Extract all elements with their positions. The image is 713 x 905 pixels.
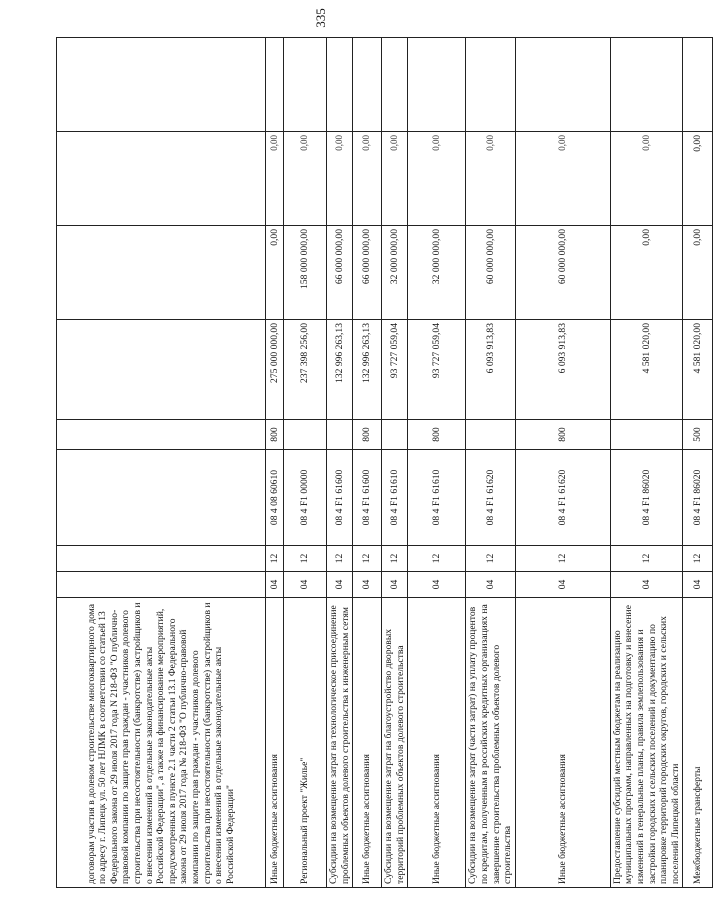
row-description: Межбюджетные трансферты [683,598,713,888]
row-subsection-code: 12 [683,546,713,572]
row-amount-1: 237 398 256,00 [284,320,327,420]
row-amount-1: 6 093 913,83 [515,320,610,420]
table-row [515,38,610,888]
row-description: Предоставление субсидий местным бюджетам на реализацию муниципальных программ, направленных на подготовку и внесение изменений в генеральные планы, правила землепользования и застройки городских и сельских поселений и документацию по планировке территорий городских округов, городских и сельских поселений Липецкой области [610,598,683,888]
table-row [466,38,515,888]
row-amount-1 [57,320,266,420]
row-target-code: 08 4 F1 61620 [466,450,515,546]
budget-table [56,37,713,888]
row-expense-type: 800 [408,420,466,450]
row-section-code: 04 [327,572,353,598]
row-target-code: 08 4 08 60610 [266,450,284,546]
row-amount-2: 60 000 000,00 [466,226,515,320]
row-description: Иные бюджетные ассигнования [266,598,284,888]
empty-cell [408,38,466,132]
table-row [610,38,683,888]
table-row [57,38,266,888]
empty-cell [266,38,284,132]
row-target-code: 08 4 F1 61610 [408,450,466,546]
row-subsection-code: 12 [266,546,284,572]
row-description: Иные бюджетные ассигнования [353,598,382,888]
row-amount-3 [57,132,266,226]
row-subsection-code: 12 [382,546,408,572]
row-section-code: 04 [515,572,610,598]
row-description: Субсидии на возмещение затрат на благоустройство дворовых территорий проблемных объектов долевого строительства [382,598,408,888]
row-amount-2: 32 000 000,00 [382,226,408,320]
row-section-code: 04 [353,572,382,598]
row-section-code: 04 [610,572,683,598]
row-amount-3: 0,00 [266,132,284,226]
table-row [408,38,466,888]
row-amount-3: 0,00 [327,132,353,226]
row-subsection-code [57,546,266,572]
empty-cell [610,38,683,132]
row-expense-type [284,420,327,450]
row-expense-type [382,420,408,450]
row-expense-type [610,420,683,450]
row-expense-type [57,420,266,450]
row-amount-3: 0,00 [683,132,713,226]
row-description: Иные бюджетные ассигнования [515,598,610,888]
empty-cell [515,38,610,132]
row-amount-2: 32 000 000,00 [408,226,466,320]
page-number: 335 [313,8,328,28]
row-amount-2: 66 000 000,00 [327,226,353,320]
empty-cell [327,38,353,132]
table-row [683,38,713,888]
row-description: Региональный проект "Жилье" [284,598,327,888]
row-amount-1: 132 996 263,13 [353,320,382,420]
table-row [353,38,382,888]
row-amount-3: 0,00 [466,132,515,226]
row-amount-3: 0,00 [382,132,408,226]
row-amount-3: 0,00 [284,132,327,226]
row-amount-2: 0,00 [266,226,284,320]
row-amount-1: 93 727 059,04 [382,320,408,420]
row-description: Субсидии на возмещение затрат на технологическое присоединение проблемных объектов долевого строительства к инженерным сетям [327,598,353,888]
row-amount-2: 66 000 000,00 [353,226,382,320]
row-expense-type [466,420,515,450]
empty-cell [57,38,266,132]
empty-cell [284,38,327,132]
row-section-code: 04 [382,572,408,598]
budget-table-page [56,38,704,888]
row-amount-2: 158 000 000,00 [284,226,327,320]
empty-cell [382,38,408,132]
row-description: Иные бюджетные ассигнования [408,598,466,888]
row-target-code: 08 4 F1 86020 [610,450,683,546]
row-expense-type: 800 [353,420,382,450]
row-amount-1: 4 581 020,00 [683,320,713,420]
row-section-code [57,572,266,598]
row-expense-type: 500 [683,420,713,450]
table-row [284,38,327,888]
row-amount-1: 132 996 263,13 [327,320,353,420]
row-subsection-code: 12 [408,546,466,572]
row-description: договорам участия в долевом строительстве многоквартирного дома по адресу г. Липецк ул. 50 лет НЛМК в соответствии со статьей 13 Федерального закона от 29 июля 2017 года N 218-ФЗ "О публично-правовой компании по защите прав граждан - участников долевого строительства при несостоятельности (банкротстве) застройщиков и о внесении изменений в отдельные законодательные акты Российской Федерации", а также на финансирование мероприятий, предусмотренных в пункте 2.1 части 2 статьи 13.1 Федерального закона от 29 июля 2017 года № 218-ФЗ "О публично-правовой компании по защите прав граждан - участников долевого строительства при несостоятельности (банкротстве) застройщиков и о внесении изменений в отдельные законодательные акты Российской Федерации" [57,598,266,888]
row-target-code: 08 4 F1 61610 [382,450,408,546]
row-subsection-code: 12 [284,546,327,572]
row-description: Субсидии на возмещение затрат (части затрат) на уплату процентов по кредитам, полученным в российских кредитных организациях на завершение строительства проблемных объектов долевого строительства [466,598,515,888]
row-section-code: 04 [284,572,327,598]
row-amount-1: 93 727 059,04 [408,320,466,420]
row-subsection-code: 12 [610,546,683,572]
row-amount-1: 275 000 000,00 [266,320,284,420]
table-row [327,38,353,888]
row-expense-type: 800 [515,420,610,450]
row-amount-2: 0,00 [683,226,713,320]
row-target-code: 08 4 F1 00000 [284,450,327,546]
row-target-code: 08 4 F1 86020 [683,450,713,546]
row-subsection-code: 12 [515,546,610,572]
row-amount-3: 0,00 [610,132,683,226]
table-row [382,38,408,888]
row-amount-3: 0,00 [408,132,466,226]
row-section-code: 04 [266,572,284,598]
row-amount-3: 0,00 [515,132,610,226]
row-amount-3: 0,00 [353,132,382,226]
row-amount-2 [57,226,266,320]
empty-cell [683,38,713,132]
row-section-code: 04 [408,572,466,598]
table-row [266,38,284,888]
row-amount-1: 6 093 913,83 [466,320,515,420]
row-target-code: 08 4 F1 61600 [353,450,382,546]
row-target-code: 08 4 F1 61620 [515,450,610,546]
empty-cell [353,38,382,132]
row-subsection-code: 12 [466,546,515,572]
row-section-code: 04 [466,572,515,598]
row-target-code: 08 4 F1 61600 [327,450,353,546]
row-expense-type: 800 [266,420,284,450]
row-amount-2: 60 000 000,00 [515,226,610,320]
row-subsection-code: 12 [353,546,382,572]
row-amount-1: 4 581 020,00 [610,320,683,420]
row-section-code: 04 [683,572,713,598]
row-expense-type [327,420,353,450]
row-subsection-code: 12 [327,546,353,572]
row-target-code [57,450,266,546]
row-amount-2: 0,00 [610,226,683,320]
empty-cell [466,38,515,132]
